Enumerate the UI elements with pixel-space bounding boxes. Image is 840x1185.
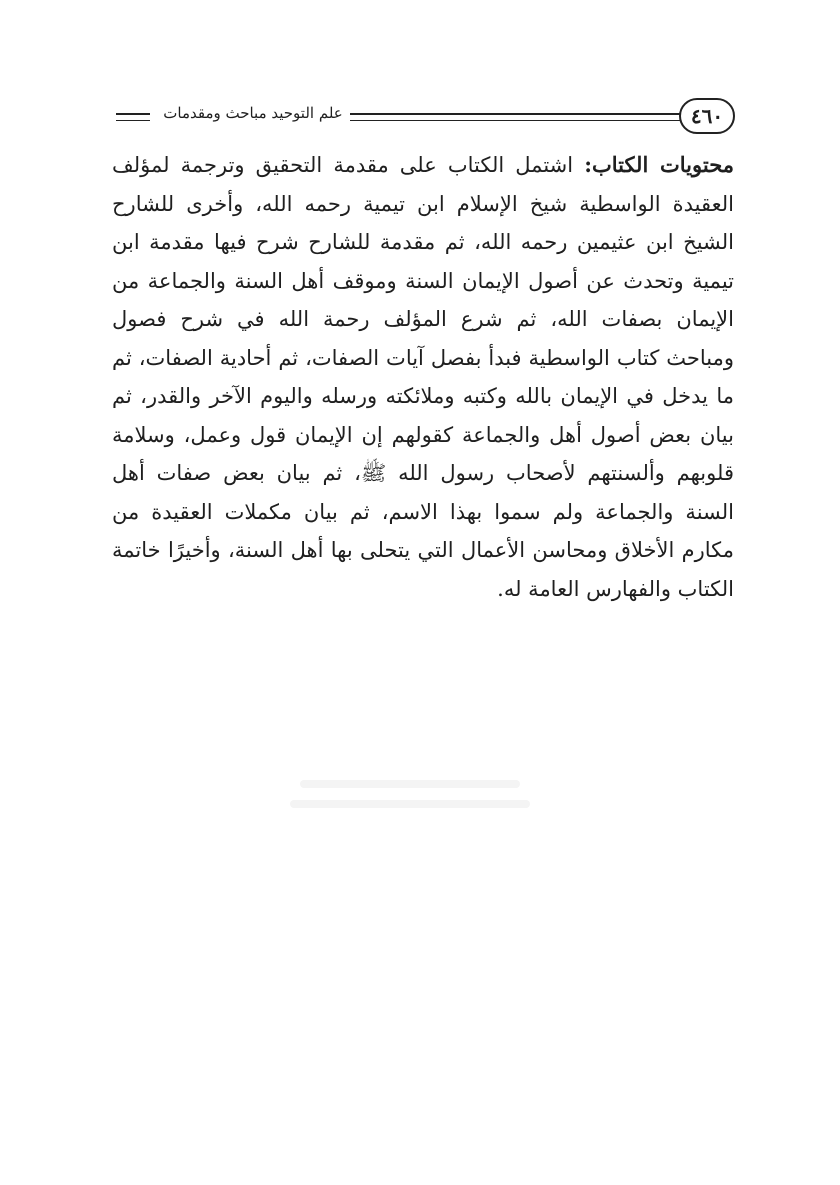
header-rule-short — [116, 113, 150, 121]
page-header — [110, 98, 735, 142]
body-paragraph — [112, 146, 734, 608]
body-text: اشتمل الكتاب على مقدمة التحقيق وترجمة لمؤلف العقيدة الواسطية شيخ الإسلام ابن تيمية رحمه الله، وأخرى للشارح الشيخ ابن عثيمين رحمه الله، ثم مقدمة للشارح شرح فيها مقدمة ابن تيمية وتحدث عن أصول الإيمان السنة وموقف أهل السنة والجماعة من الإيمان بصفات الله، ثم شرع المؤلف رحمة الله في شرح فصول ومباحث كتاب الواسطية فبدأ بفصل آيات الصفات، ثم أحادية الصفات، ثم ما يدخل في الإيمان بالله وكتبه وملائكته ورسله واليوم الآخر والقدر، ثم بيان بعض أصول أهل والجماعة كقولهم إن الإيمان قول وعمل، وسلامة قلوبهم وألسنتهم لأصحاب رسول الله ﷺ، ثم بيان بعض صفات أهل السنة والجماعة ولم سموا بهذا الاسم، ثم بيان مكملات العقيدة من مكارم الأخلاق ومحاسن الأعمال التي يتحلى بها أهل السنة، وأخيرًا خاتمة الكتاب والفهارس العامة له. — [112, 153, 734, 601]
show-through-mark — [300, 780, 520, 788]
header-rule-long — [350, 113, 681, 121]
running-title: علم التوحيد مباحث ومقدمات — [163, 104, 343, 122]
page-number: ٤٦٠ — [679, 98, 735, 134]
section-lead: محتويات الكتاب: — [584, 152, 734, 177]
show-through-mark — [290, 800, 530, 808]
